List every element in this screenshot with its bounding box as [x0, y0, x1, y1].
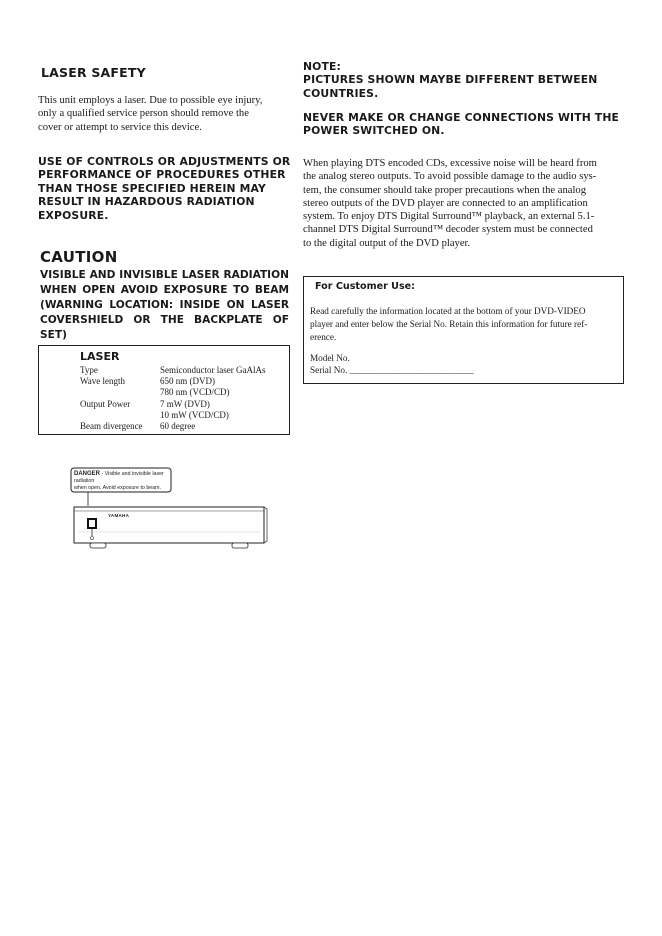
- text-line: RESULT IN HAZARDOUS RADIATION: [38, 195, 255, 209]
- danger-label: [74, 471, 170, 492]
- spec-label: Output Power: [80, 398, 131, 409]
- caution-text: VISIBLE AND INVISIBLE LASER RADIATION WHEN OPEN AVOID EXPOSURE TO BEAM (WARNING LOCATION: INSIDE ON LASER COVERSHIELD OR THE BACKPLATE OF SET): [40, 269, 289, 341]
- spec-value: 10 mW (VCD/CD): [160, 409, 229, 420]
- text-line: PICTURES SHOWN MAYBE DIFFERENT BETWEEN: [303, 73, 598, 87]
- spec-row: [80, 376, 285, 387]
- text-line: channel DTS Digital Surround™ decoder system must be connected: [303, 224, 593, 236]
- text-line: the analog stereo outputs. To avoid possible damage to the audio sys-: [303, 171, 597, 183]
- text-line: cover or attempt to service this device.: [38, 121, 202, 133]
- spec-value: 7 mW (DVD): [160, 398, 210, 409]
- text-line: THAN THOSE SPECIFIED HEREIN MAY: [38, 181, 266, 195]
- hazard-warning: [38, 155, 293, 222]
- text-line: When playing DTS encoded CDs, excessive noise will be heard from: [303, 158, 597, 169]
- spec-label: [80, 410, 160, 421]
- serial-number-field: Serial No. ___________________________: [310, 365, 474, 375]
- danger-word: DANGER: [74, 471, 101, 477]
- spec-value: 60 degree: [160, 421, 196, 432]
- dts-paragraph: [303, 157, 625, 250]
- connection-warning: [303, 111, 633, 138]
- customer-use-text: [310, 305, 618, 344]
- caution-title: CAUTION: [40, 248, 118, 266]
- spec-row: [80, 399, 285, 410]
- text-line: stereo outputs of the DVD player are connected to an amplification: [303, 197, 588, 209]
- player-illustration: [70, 466, 270, 556]
- laser-spec-box: [38, 345, 290, 435]
- spec-value: 650 nm (DVD): [160, 376, 215, 387]
- customer-use-title: For Customer Use:: [315, 281, 416, 292]
- laser-safety-heading: LASER SAFETY: [41, 65, 146, 80]
- text-line: This unit employs a laser. Due to possible eye injury,: [38, 95, 263, 106]
- text-line: COUNTRIES.: [303, 86, 379, 100]
- spec-label: Type: [80, 365, 98, 375]
- text-line: tem, the consumer should take proper precautions when the analog: [303, 184, 587, 196]
- text-line: USE OF CONTROLS OR ADJUSTMENTS OR: [38, 155, 291, 168]
- laser-spec-title: LASER: [80, 350, 120, 363]
- text-line: player and enter below the Serial No. Retain this information for future ref-: [310, 319, 588, 329]
- text-line: Read carefully the information located at the bottom of your DVD-VIDEO: [310, 306, 586, 316]
- text-line: PERFORMANCE OF PROCEDURES OTHER: [38, 168, 286, 182]
- spec-label: Wave length: [80, 376, 126, 387]
- brand-logo: YAMAHA: [108, 513, 130, 518]
- text-line: EXPOSURE.: [38, 208, 109, 222]
- model-number-field: Model No.: [310, 353, 350, 363]
- spec-row: [80, 421, 285, 432]
- text-line: POWER SWITCHED ON.: [303, 124, 445, 138]
- danger-label-line1: [74, 471, 170, 485]
- spec-value: Semiconductor laser GaAlAs: [160, 365, 266, 375]
- spec-row: [80, 365, 285, 376]
- spec-row: [80, 410, 285, 421]
- text-line: to the digital output of the DVD player.: [303, 237, 471, 249]
- spec-label: Beam divergence: [80, 421, 143, 432]
- laser-spec-table: [80, 365, 285, 432]
- customer-use-box: [303, 276, 624, 384]
- text-line: erence.: [310, 332, 337, 342]
- danger-text: - Visible and invisible laser radiation: [74, 471, 164, 484]
- text-line: only a qualified service person should remove the: [38, 108, 249, 120]
- text-line: NOTE:: [303, 60, 342, 73]
- text-line: NEVER MAKE OR CHANGE CONNECTIONS WITH THE: [303, 111, 620, 124]
- laser-safety-paragraph: [38, 94, 288, 134]
- spec-label: [80, 387, 160, 398]
- note-block: [303, 60, 633, 100]
- spec-row: [80, 387, 285, 398]
- spec-value: 780 nm (VCD/CD): [160, 387, 230, 398]
- text-line: system. To enjoy DTS Digital Surround™ playback, an external 5.1-: [303, 211, 595, 223]
- danger-label-line2: when open. Avoid exposure to beam.: [74, 485, 162, 491]
